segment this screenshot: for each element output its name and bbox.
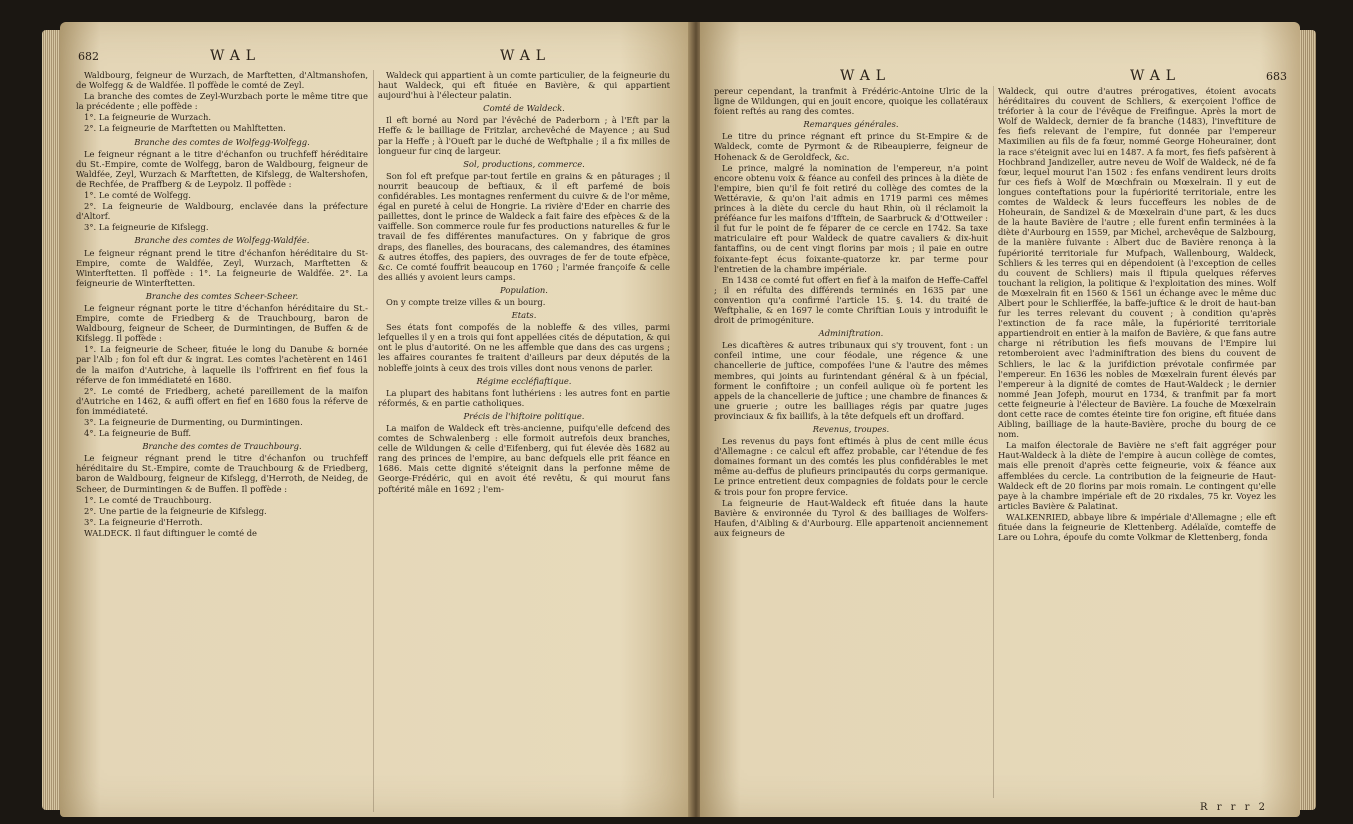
paragraph: En 1438 ce comté fut offert en fief à la maifon de Heffe-Caffel ; il en réfulta des différends terminés en 1635 par une convention qu'a confirmé l'article 15. §. 14. du traité de Weftphalie, & en 1697 le comte Chriftian Louis y introduifit le droit de primogéniture. — [714, 274, 988, 326]
section-heading: Précis de l'hiftoire politique. — [463, 410, 585, 421]
right-header-right: WAL — [1130, 68, 1182, 84]
paragraph: Waldbourg, feigneur de Wurzach, de Marftetten, d'Altmanshofen, de Wolfegg & de Waldfée. Il poffède le comté de Zeyl. — [76, 70, 368, 91]
column-rule — [993, 86, 994, 798]
paragraph: La maifon électorale de Bavière ne s'eft fait aggréger pour Haut-Waldeck à la diète de l'empire à aucun collège de comtes, mais elle prenoit d'après cette feigneurie, voix & féance aux affemblées du cercle. La contribution de la feigneurie de Haut-Waldeck eft de 20 florins par mois romain. Le contingent qu'elle paye à la chambre impériale eft de 20 rixdales, 75 kr. Voyez les articles Bavière & Palatinat. — [998, 440, 1276, 511]
paragraph: WALDECK. Il faut diftinguer le comté de — [84, 527, 258, 538]
left-page-edges — [42, 30, 62, 810]
right-header-left: WAL — [840, 68, 892, 84]
paragraph: 2°. La feigneurie de Waldbourg, enclavée dans la préfecture d'Altorf. — [76, 201, 368, 222]
right-column-1 — [714, 86, 988, 798]
paragraph: 3°. La feigneurie de Kifslegg. — [84, 222, 209, 233]
section-heading: Revenus, troupes. — [812, 424, 890, 434]
paragraph: Le feigneur régnant porte le titre d'échanfon héréditaire du St.-Empire, comte de Friedberg & de Trauchbourg, baron de Waldbourg, feigneur de Scheer, de Durmintingen, de Buffen & de Kifslegg. Il poffède : — [76, 302, 368, 344]
paragraph: La plupart des habitans font luthériens : les autres font en partie réformés, & en partie catholiques. — [378, 387, 670, 408]
paragraph: 2°. La feigneurie de Marftetten ou Mahlftetten. — [84, 123, 286, 134]
paragraph: Waldeck qui appartient à un comte particulier, de la feigneurie du haut Waldeck, qui eft fituée en Bavière, & qui appartient aujourd'hui à l'électeur palatin. — [378, 70, 670, 101]
section-heading: Population. — [500, 284, 548, 295]
paragraph: 1°. Le comté de Trauchbourg. — [84, 494, 212, 505]
section-heading: Branche des comtes Scheer-Scheer. — [145, 290, 299, 301]
paragraph: 3°. La feigneurie de Durmenting, ou Durmintingen. — [84, 417, 303, 427]
paragraph: Il eft borné au Nord par l'évêché de Paderborn ; à l'Eft par la Heffe & le bailliage de Fritzlar, archevêché de Mayence ; au Sud par la Heffe ; à l'Oueft par le duché de Weftphalie ; il a fix milles de longueur fur cinq de largeur. — [378, 115, 670, 156]
paragraph: Le titre du prince régnant eft prince du St-Empire & de Waldeck, comte de Pyrmont & de Ribeaupierre, feigneur de Hohenack & de Geroldfeck, &c. — [714, 131, 988, 162]
paragraph: On y compte treize villes & un bourg. — [386, 296, 546, 307]
left-page — [60, 22, 692, 817]
paragraph: La feigneurie de Haut-Waldeck eft fituée dans la haute Bavière & environnée du Tyrol & des bailliages de Wolfers-Haufen, d'Aibling & d'Aurbourg. Elle appartenoit anciennement aux feigneurs de — [714, 497, 988, 538]
paragraph: La maifon de Waldeck eft très-ancienne, puifqu'elle defcend des comtes de Schwalenberg : elle formoit autrefois deux branches, celle de Wildungen & celle d'Eifenberg, qui fut élevée dès 1682 au rang des princes de l'empire, au banc defquels elle prit féance en 1686. Mais cette dignité s'éteignit dans la perfonne même de George-Frédéric, qui en avoit été revêtu, & qui mourut fans poftérité mâle en 1692 ; l'em- — [378, 423, 670, 494]
section-heading: Etats. — [511, 310, 537, 321]
paragraph: Le feigneur régnant prend le titre d'échanfon héréditaire du St-Empire, comte de Waldfée, Zeyl, Wurzach, Marftetten & Winterftetten. Il poffède : 1°. La feigneurie de Waldfée. 2°. La feigneurie de Winterftetten. — [76, 247, 368, 288]
paragraph: 4°. La feigneurie de Buff. — [84, 428, 192, 439]
right-page-number: 683 — [1266, 70, 1287, 83]
paragraph: 2°. Une partie de la feigneurie de Kifslegg. — [84, 505, 267, 516]
paragraph: Les dicaftères & autres tribunaux qui s'y trouvent, font : un confeil intime, une cour féodale, une régence & une chancellerie de juftice, compofées l'une & l'autre des mêmes membres, qui joints au furintendant général & à un fpécial, forment le confiftoire ; un confeil aulique où fe portent les appels de la chancellerie de juftice ; une chambre de finances & une gruerie ; outre les bailliages régis par quatre juges provinciaux & fix baillifs, à la tête defquels eft un droffard. — [714, 340, 988, 421]
paragraph: La branche des comtes de Zeyl-Wurzbach porte le même titre que la précédente ; elle poffède : — [76, 91, 368, 112]
section-heading: Adminiftration. — [818, 328, 884, 339]
paragraph: 1°. La feigneurie de Wurzach. — [84, 112, 211, 123]
paragraph: Waldeck, qui outre d'autres prérogatives, étoient avocats héréditaires du couvent de Schliers, & exerçoient l'office de tréforier à la cour de l'évêque de Freifingue. Après la mort de Wolf de Waldeck, dernier de fa branche (1483), l'inveftiture de fes fiefs relevant de l'empire, fut donnée par l'empereur Maximilien au fils de fa fœur, nommé George Hoheurainer, dont la race s'éteignit avec lui en 1487. A fa mort, fes fiefs pafsèrent à Hochbrand Jandizeller, autre neveu de Wolf de Waldeck, né de fa fœur, lequel mourut l'an 1502 : fes enfans vendirent leurs droits fur ces fiefs à Wolf de Mœchfrain ou Mœxelrain. Il y eut de longues conteftations pour la fupériorité territoriale, entre les comtes de Waldeck & leurs fucceffeurs les nobles de de Hoheurain, de Sandizel & de Mœxelrain d'une part, & les ducs de la haute Bavière de l'autre ; elle furent enfin terminées à la diète d'Aurbourg en 1559, par Michel, archevêque de Salzbourg, de la manière fuivante : Albert duc de Bavière renonça à la fupériorité territoriale fur Mufpach, Wallenbourg, Waldeck, Schliers & les terres qui en dépendoient (à l'exception de celles du couvent de Schliers) mais il ftipula quelques réferves touchant la religion, la politique & l'exploitation des mines. Wolf de Mœxelrain fit en 1560 & 1561 un échange avec le même duc Albert pour le Schlierffée, la baffe-juftice & le droit de haut-ban fur les terres relevant du couvent ; à condition qu'après l'extinction de fa race mâle, la fupériorité territoriale appartiendroit en entier à la maifon de Bavière, & que fans autre charge ni rétribution les fiefs mouvans de l'Empire lui retomberoient avec l'adminiftration des biens du couvent de Schliers, le lac & la jurifdiction prévotale confirmée par l'empereur. En 1636 les nobles de Mœxelrain furent élevés par l'empereur à la dignité de comtes de Haut-Waldeck ; le dernier nommé Jean Jofeph, mourut en 1734, & tranfmit par fa mort cette feigneurie à l'électeur de Bavière. La fouche de Mœxelrain dont cette race de comtes éteinte tire fon origine, eft fituée dans Aibling, bailliage de la haute-Bavière, proche du bourg de ce nom. — [998, 86, 1276, 440]
left-page-number: 682 — [78, 50, 99, 63]
paragraph: Le prince, malgré la nomination de l'empereur, n'a point encore obtenu voix & féance au confeil des princes à la diète de l'empire, bien qu'il fe foit retiré du collège des comtes de la Wettéravie, & qu'on l'ait admis en 1719 parmi ces mêmes princes à la diète du cercle du haut Rhin, où il réclamoit la préféance fur les maifons d'Ifftein, de Saarbruck & d'Ottweiler : il fut fur le point de fe féparer de ce cercle en 1742. Sa taxe matriculaire eft pour Waldeck de quatre cavaliers & dix-huit fantaffins, ou de cent vingt florins par mois ; il paie en outre foixante-fept écus foixante-quatorze kr. par terme pour l'entretien de la chambre impériale. — [714, 162, 988, 274]
section-heading: Comté de Waldeck. — [483, 103, 565, 114]
paragraph: Son fol eft prefque par-tout fertile en grains & en pâturages ; il nourrit beaucoup de beftiaux, & il eft parfemé de bois confidérables. Les montagnes renferment du cuivre & de l'or même, égal en pureté à celui de Hongrie. La rivière d'Eder en charrie des paillettes, dont le prince de Waldeck a fait faire des efpèces & de la vaiffelle. Son commerce roule fur fes productions naturelles & fur le travail de fes différentes manufactures. On y fabrique de gros draps, des flanelles, des bouracans, des calemandres, des étamines & autres étoffes, des papiers, des ouvrages de fer de toute efpèce, &c. Ce comté fouffrit beaucoup en 1760 ; l'armée françoife & celle des alliés y avoient leurs camps. — [378, 170, 670, 282]
paragraph: Le feigneur régnant a le titre d'échanfon ou truchfeff héréditaire du St.-Empire, comte de Wolfegg, baron de Waldbourg, feigneur de Waldfée, Zeyl, Wurzach & Marftetten, de Kifslegg, de Waltershofen, de Rechfée, de Praffberg & de Leypolz. Il poffède : — [76, 148, 368, 189]
paragraph: Les revenus du pays font eftimés à plus de cent mille écus d'Allemagne : ce calcul eft affez probable, car l'étendue de fes domaines formant un des comtés les plus confidérables le met même au-deffus de plufieurs principautés du corps germanique. Le prince entretient deux compagnies de foldats pour le cercle & trois pour fon propre fervice. — [714, 436, 988, 497]
section-heading: Régime eccléfiaftique. — [476, 375, 572, 386]
left-header-right: WAL — [500, 48, 552, 64]
signature-mark: R r r r 2 — [1200, 802, 1268, 813]
paragraph: 1°. Le comté de Wolfegg. — [84, 190, 191, 201]
column-rule — [373, 70, 374, 812]
paragraph: pereur cependant, la tranfmit à Frédéric-Antoine Ulric de la ligne de Wildungen, qui en jouit encore, quoique les collatéraux foient reftés au rang des comtes. — [714, 86, 988, 117]
left-column-1 — [76, 70, 368, 812]
left-header-left: WAL — [210, 48, 262, 64]
paragraph: Ses états font compofés de la nobleffe & des villes, parmi lefquelles il y en a trois qui font appellées cités de députation, & qui ont le plus d'autorité. On ne les affemble que dans des cas urgens ; les affaires courantes fe traitent d'ailleurs par deux députés de la nobleffe joints à ceux des trois villes dont nous venons de parler. — [378, 322, 670, 373]
section-heading: Branche des comtes de Wolfegg-Wolfegg. — [134, 136, 310, 147]
section-heading: Remarques générales. — [803, 119, 899, 130]
section-heading: Branche des comtes de Wolfegg-Waldfée. — [134, 235, 310, 246]
left-column-2 — [378, 70, 670, 812]
paragraph: 1°. La feigneurie de Scheer, fituée le long du Danube & bornée par l'Alb ; fon fol eft dur & ingrat. Les comtes l'achetèrent en 1461 de la maifon d'Autriche, à laquelle ils l'offrirent en fief fous la réferve de fon immédiateté en 1680. — [76, 344, 368, 385]
right-page — [700, 22, 1300, 817]
right-page-edges — [1298, 30, 1316, 810]
paragraph: 2°. Le comté de Friedberg, acheté pareillement de la maifon d'Autriche en 1462, & auffi offert en fief en 1680 fous la réferve de fon immédiateté. — [76, 385, 368, 416]
section-heading: Branche des comtes de Trauchbourg. — [142, 441, 302, 452]
section-heading: Sol, productions, commerce. — [463, 158, 585, 169]
right-column-2 — [998, 86, 1276, 798]
paragraph: Le feigneur régnant prend le titre d'échanfon ou truchfeff héréditaire du St.-Empire, comte de Trauchbourg & de Friedberg, baron de Waldbourg, feigneur de Kifslegg, d'Herroth, de Neideg, de Scheer, de Durmintingen & de Buffen. Il poffède : — [76, 453, 368, 494]
paragraph: 3°. La feigneurie d'Herroth. — [84, 516, 203, 527]
paragraph: WALKENRIED, abbaye libre & impériale d'Allemagne ; elle eft fituée dans la feigneurie de Klettenberg. Adélaïde, comteffe de Lare ou Lohra, époufe du comte Volkmar de Klettenberg, fonda — [998, 511, 1276, 543]
